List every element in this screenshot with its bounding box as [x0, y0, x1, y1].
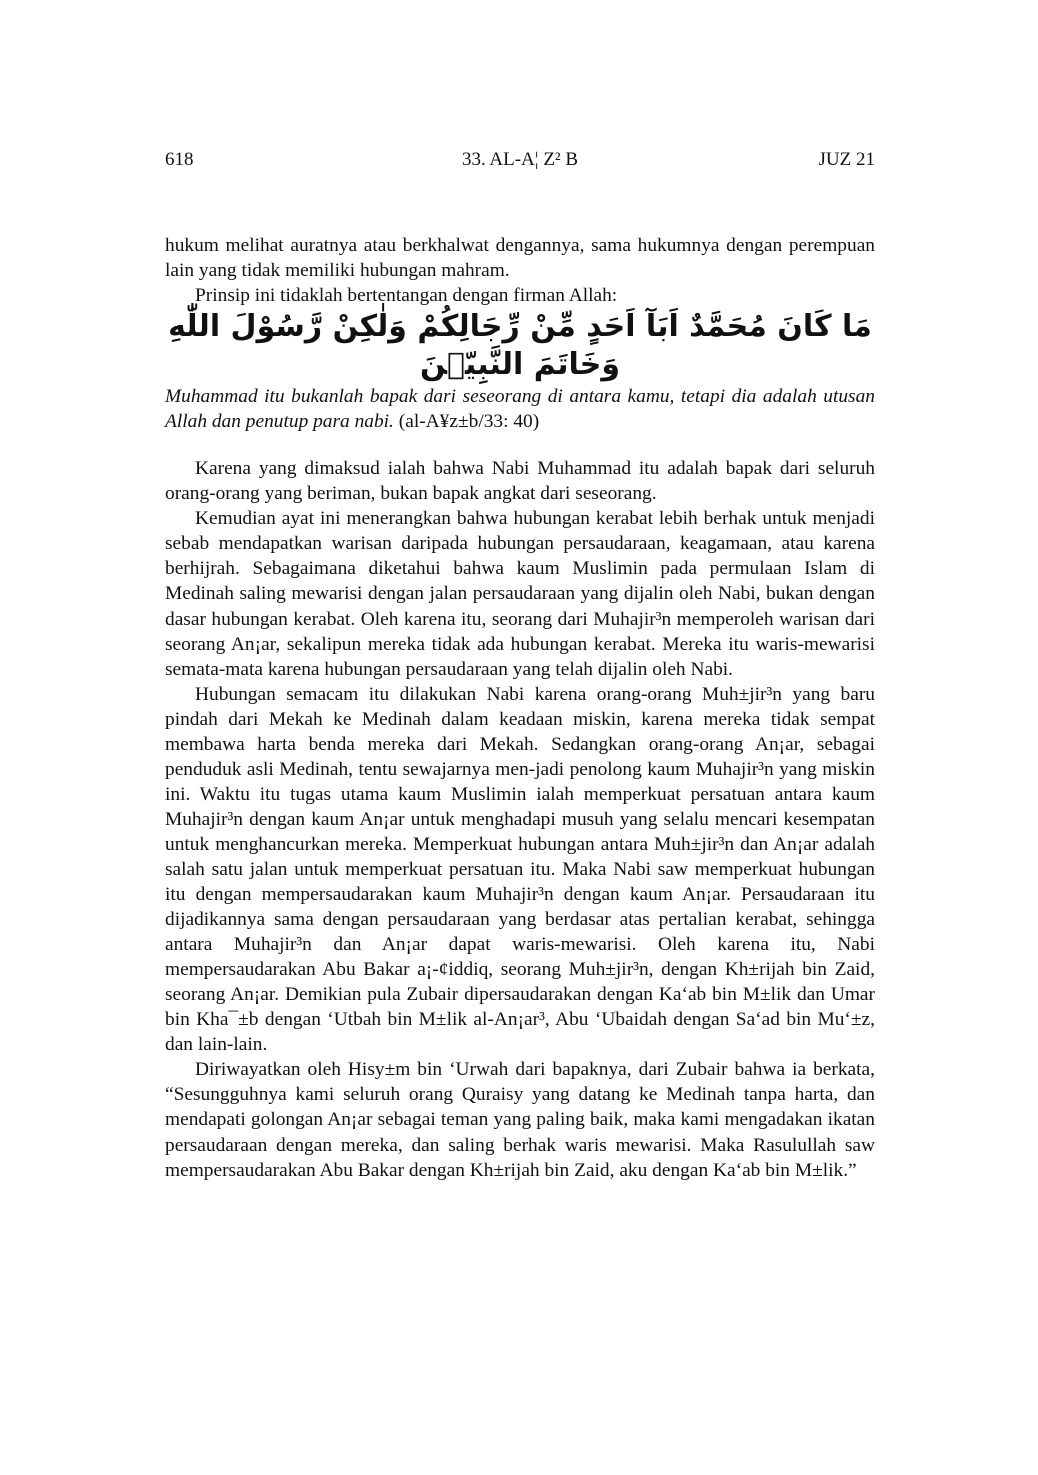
paragraph-intro-verse: Prinsip ini tidaklah bertentangan dengan firman Allah:: [195, 285, 618, 307]
page-number: 618: [165, 149, 194, 170]
paragraph: Hubungan semacam itu dilakukan Nabi karena orang-orang Muh±jir³n yang baru pindah dari Mekah ke Medinah dalam keadaan miskin, karena mereka tidak sempat membawa harta benda mereka dari Mekah. Sedangkan orang-orang An¡ar, sebagai penduduk asli Medinah, tentu sewajarnya men-jadi penolong kaum Muhajir³n yang miskin ini. Waktu itu tugas utama kaum Muslimin ialah memperkuat persatuan antara kaum Muhajir³n dengan kaum An¡ar untuk menghadapi musuh yang selalu mencari kesempatan untuk menghancurkan mereka. Memperkuat hubungan antara Muh±jir³n dan An¡ar adalah salah satu jalan untuk memperkuat persatuan itu. Maka Nabi saw memperkuat hubungan itu dengan mempersaudarakan kaum Muhajir³n dengan kaum An¡ar. Persaudaraan itu dijadikannya sama dengan persaudaraan yang berdasar atas pertalian kerabat, sehingga antara Muhajir³n dan An¡ar dapat waris-mewarisi. Oleh karena itu, Nabi mempersaudarakan Abu Bakar a¡-¢iddiq, seorang Muh±jir³n, dengan Kh±rijah bin Zaid, seorang An¡ar. Demikian pula Zubair dipersaudarakan dengan Ka‘ab bin M±lik dan Umar bin Kha¯±b dengan ‘Utbah bin M±lik al-An¡ar³, Abu ‘Ubaidah dengan Sa‘ad bin Mu‘±z, dan lain-lain.: [165, 683, 875, 1056]
translation-text: Muhammad itu bukanlah bapak dari seseorang di antara kamu, tetapi dia adalah utusan Allah dan penutup para nabi.: [165, 386, 875, 433]
arabic-verse: مَا كَانَ مُحَمَّدٌ اَبَآ اَحَدٍ مِّنْ رِّجَالِكُمْ وَلٰكِنْ رَّسُوْلَ اللّٰهِ وَخَاتَمَ النَّبِيّٖنَ: [168, 309, 872, 383]
verse-reference: (al-A¥z±b/33: 40): [393, 411, 540, 433]
paragraph-continuation: hukum melihat auratnya atau berkhalwat dengannya, sama hukumnya dengan perempuan lain yang tidak memiliki hubungan mahram.: [165, 235, 875, 282]
verse-translation: [165, 384, 875, 434]
page-body: [165, 233, 875, 1183]
page-header: [165, 146, 875, 174]
surah-title: 33. AL-A¦ Z² B: [461, 149, 579, 170]
paragraph: Diriwayatkan oleh Hisy±m bin ‘Urwah dari bapaknya, dari Zubair bahwa ia berkata, “Sesungguhnya kami seluruh orang Quraisy yang datang ke Medinah tanpa harta, dan mendapati golongan An¡ar sebagai teman yang paling baik, maka kami mengadakan ikatan persaudaraan dengan mereka, dan saling berhak waris mewarisi. Maka Rasulullah saw mempersaudarakan Abu Bakar dengan Kh±rijah bin Zaid, aku dengan Ka‘ab bin M±lik.”: [165, 1059, 875, 1181]
spacer: [165, 434, 875, 456]
paragraph: Karena yang dimaksud ialah bahwa Nabi Muhammad itu adalah bapak dari seluruh orang-orang yang beriman, bukan bapak angkat dari seseorang.: [165, 458, 875, 505]
juz-label: JUZ 21: [818, 149, 875, 170]
paragraph: Kemudian ayat ini menerangkan bahwa hubungan kerabat lebih berhak untuk menjadi sebab mendapatkan warisan daripada hubungan persaudaraan, keagamaan, atau karena berhijrah. Sebagaimana diketahui bahwa kaum Muslimin pada permulaan Islam di Medinah saling mewarisi dengan jalan persaudaraan yang dijalin oleh Nabi, bukan dengan dasar hubungan kerabat. Oleh karena itu, seorang dari Muhajir³n memperoleh warisan dari seorang An¡ar, sekalipun mereka tidak ada hubungan kerabat. Mereka itu waris-mewarisi semata-mata karena hubungan persaudaraan yang telah dijalin oleh Nabi.: [165, 508, 875, 680]
